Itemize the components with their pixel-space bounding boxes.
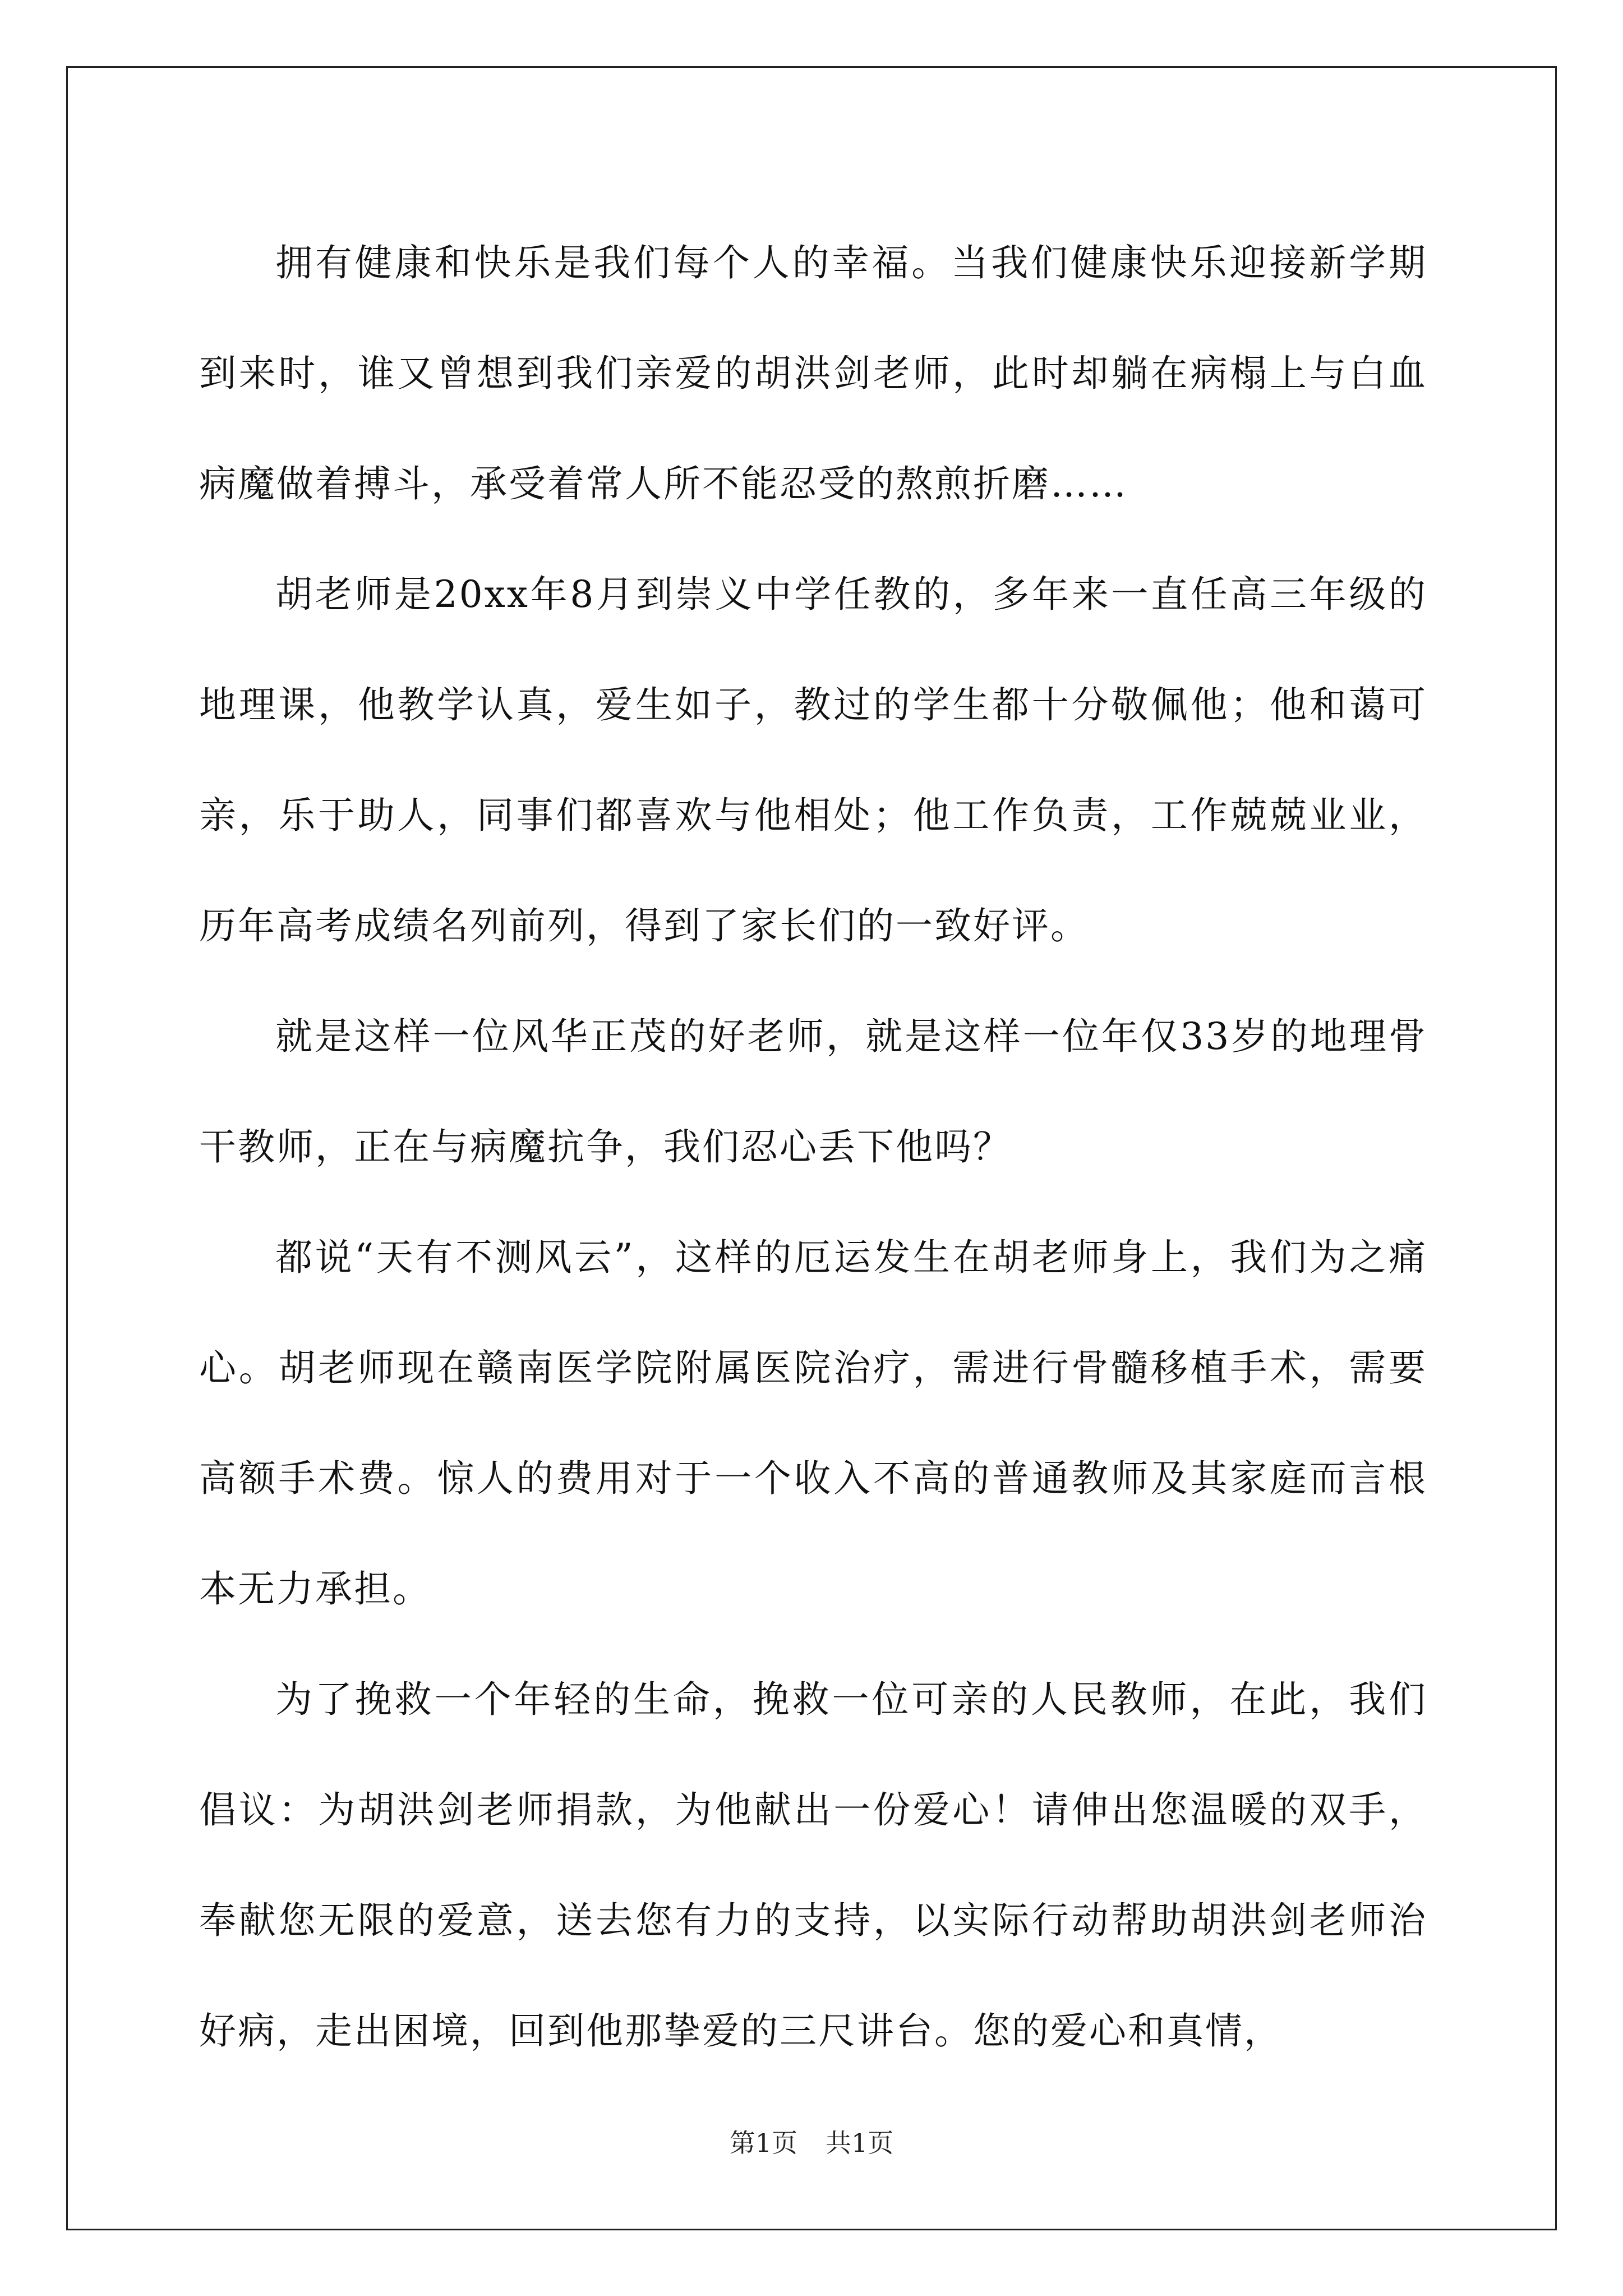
document-body: [199, 208, 1427, 2086]
paragraph-1: 拥有健康和快乐是我们每个人的幸福。当我们健康快乐迎接新学期到来时，谁又曾想到我们亲爱的胡洪剑老师，此时却躺在病榻上与白血病魔做着搏斗，承受着常人所不能忍受的熬煎折磨……: [199, 241, 1427, 505]
paragraph-2: 胡老师是20xx年8月到崇义中学任教的，多年来一直任高三年级的地理课，他教学认真，爱生如子，教过的学生都十分敬佩他；他和蔼可亲，乐于助人，同事们都喜欢与他相处；他工作负责，工作兢兢业业，历年高考成绩名列前列，得到了家长们的一致好评。: [199, 573, 1427, 947]
paragraph-4: 都说“天有不测风云”，这样的厄运发生在胡老师身上，我们为之痛心。胡老师现在赣南医学院附属医院治疗，需进行骨髓移植手术，需要高额手术费。惊人的费用对于一个收入不高的普通教师及其家庭而言根本无力承担。: [199, 1236, 1427, 1611]
page-footer: [0, 2126, 1623, 2160]
page-number: 第1页: [729, 2128, 797, 2158]
paragraph-3: 就是这样一位风华正茂的好老师，就是这样一位年仅33岁的地理骨干教师，正在与病魔抗争，我们忍心丢下他吗？: [199, 1015, 1427, 1168]
page-total: 共1页: [826, 2128, 894, 2158]
paragraph-5: 为了挽救一个年轻的生命，挽救一位可亲的人民教师，在此，我们倡议：为胡洪剑老师捐款，为他献出一份爱心！请伸出您温暖的双手，奉献您无限的爱意，送去您有力的支持，以实际行动帮助胡洪剑老师治好病，走出困境，回到他那挚爱的三尺讲台。您的爱心和真情，: [199, 1678, 1427, 2053]
